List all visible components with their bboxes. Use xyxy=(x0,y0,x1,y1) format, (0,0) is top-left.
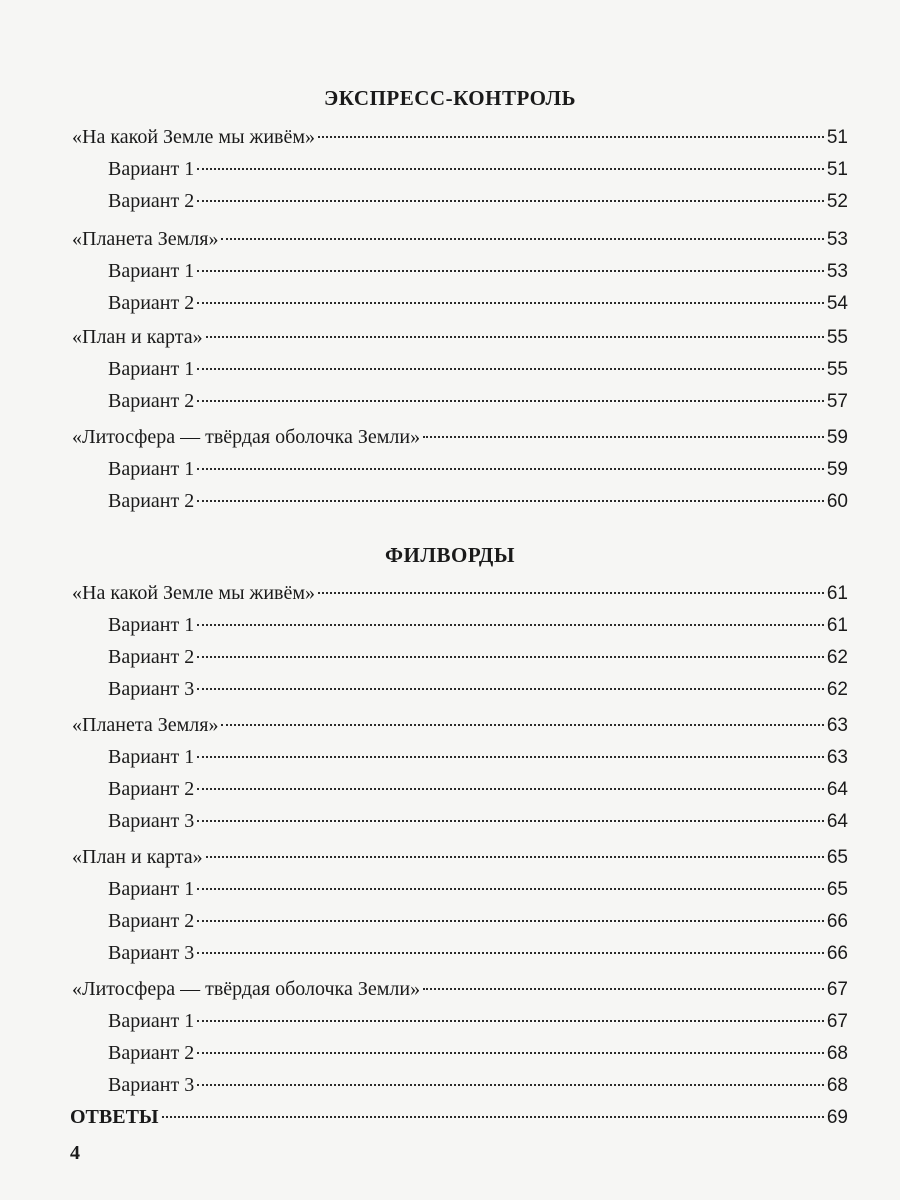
toc-entry-variant xyxy=(108,292,848,322)
toc-entry-label: Вариант 2 xyxy=(108,190,195,212)
page-number: 4 xyxy=(70,1142,80,1164)
toc-entry-label: «На какой Земле мы живём» xyxy=(72,582,316,604)
toc-page-number: 66 xyxy=(826,911,848,932)
toc-entry-label: Вариант 1 xyxy=(108,260,195,282)
toc-page-number: 66 xyxy=(826,943,848,964)
toc-entry-label: Вариант 1 xyxy=(108,158,195,180)
toc-entry-label: Вариант 3 xyxy=(108,942,195,964)
toc-page-number: 52 xyxy=(826,191,848,212)
toc-entry-label: «Литосфера — твёрдая оболочка Земли» xyxy=(72,426,421,448)
toc-entry-variant xyxy=(108,158,848,188)
dot-leader xyxy=(197,167,824,170)
dot-leader xyxy=(197,199,824,202)
toc-entry-variant xyxy=(108,942,848,972)
toc-page-number: 67 xyxy=(826,979,848,1000)
toc-entry-label: «Планета Земля» xyxy=(72,228,219,250)
toc-page-number: 65 xyxy=(826,847,848,868)
toc-entry-variant xyxy=(108,1074,848,1104)
toc-entry-label: Вариант 1 xyxy=(108,746,195,768)
dot-leader xyxy=(221,237,823,240)
dot-leader xyxy=(197,399,824,402)
toc-entry-label: ОТВЕТЫ xyxy=(70,1106,159,1128)
toc-page-number: 55 xyxy=(826,327,848,348)
toc-entry-variant xyxy=(108,490,848,520)
toc-entry-variant xyxy=(108,1010,848,1040)
toc-entry-group xyxy=(72,582,848,612)
toc-entry-variant xyxy=(108,778,848,808)
toc-entry-group xyxy=(72,228,848,258)
dot-leader xyxy=(197,1019,824,1022)
dot-leader xyxy=(197,687,824,690)
toc-page-number: 53 xyxy=(826,229,848,250)
toc-page-number: 51 xyxy=(826,127,848,148)
toc-entry-group xyxy=(72,714,848,744)
dot-leader xyxy=(197,951,824,954)
dot-leader xyxy=(197,1083,824,1086)
section-heading-filwords: ФИЛВОРДЫ xyxy=(384,543,515,567)
toc-entry-label: Вариант 3 xyxy=(108,810,195,832)
toc-entry-variant xyxy=(108,458,848,488)
toc-page-number: 63 xyxy=(826,747,848,768)
toc-page-number: 59 xyxy=(826,459,848,480)
toc-entry-variant xyxy=(108,678,848,708)
dot-leader xyxy=(206,855,824,858)
toc-entry-variant xyxy=(108,746,848,776)
toc-entry-label: Вариант 1 xyxy=(108,1010,195,1032)
toc-page-number: 62 xyxy=(826,647,848,668)
dot-leader xyxy=(197,655,824,658)
toc-entry-label: Вариант 1 xyxy=(108,614,195,636)
dot-leader xyxy=(197,887,824,890)
toc-entry-label: Вариант 2 xyxy=(108,778,195,800)
dot-leader xyxy=(197,1051,824,1054)
dot-leader xyxy=(197,499,824,502)
toc-entry-variant xyxy=(108,390,848,420)
toc-entry-label: Вариант 1 xyxy=(108,878,195,900)
toc-entry-label: Вариант 2 xyxy=(108,292,195,314)
toc-entry-group xyxy=(72,326,848,356)
dot-leader xyxy=(162,1115,824,1118)
toc-entry-label: Вариант 1 xyxy=(108,358,195,380)
dot-leader xyxy=(197,755,824,758)
toc-page-number: 53 xyxy=(826,261,848,282)
toc-entry-group xyxy=(72,126,848,156)
toc-page-number: 60 xyxy=(826,491,848,512)
toc-entry-variant xyxy=(108,646,848,676)
toc-page-number: 64 xyxy=(826,811,848,832)
toc-entry-label: Вариант 2 xyxy=(108,910,195,932)
toc-entry-label: «На какой Земле мы живём» xyxy=(72,126,316,148)
toc-page-number: 59 xyxy=(826,427,848,448)
dot-leader xyxy=(197,787,824,790)
dot-leader xyxy=(221,723,823,726)
dot-leader xyxy=(197,367,824,370)
toc-entry-variant xyxy=(108,260,848,290)
dot-leader xyxy=(423,435,824,438)
toc-page-number: 55 xyxy=(826,359,848,380)
toc-entry-group xyxy=(72,426,848,456)
toc-entry-variant xyxy=(108,358,848,388)
toc-entry-variant xyxy=(108,614,848,644)
toc-entry-answers xyxy=(70,1106,848,1136)
toc-entry-group xyxy=(72,978,848,1008)
toc-page-number: 61 xyxy=(826,615,848,636)
dot-leader xyxy=(318,591,824,594)
dot-leader xyxy=(197,301,824,304)
toc-page-number: 68 xyxy=(826,1043,848,1064)
dot-leader xyxy=(197,467,824,470)
toc-entry-label: Вариант 2 xyxy=(108,390,195,412)
toc-page-number: 54 xyxy=(826,293,848,314)
toc-entry-label: Вариант 2 xyxy=(108,1042,195,1064)
dot-leader xyxy=(197,819,824,822)
toc-entry-label: «Планета Земля» xyxy=(72,714,219,736)
toc-page-number: 61 xyxy=(826,583,848,604)
dot-leader xyxy=(197,269,824,272)
toc-entry-group xyxy=(72,846,848,876)
toc-page-number: 69 xyxy=(826,1107,848,1128)
section-heading-express-control: ЭКСПРЕСС-КОНТРОЛЬ xyxy=(323,86,576,110)
dot-leader xyxy=(423,987,824,990)
dot-leader xyxy=(318,135,824,138)
toc-page-number: 64 xyxy=(826,779,848,800)
toc-entry-label: Вариант 3 xyxy=(108,1074,195,1096)
toc-page-number: 51 xyxy=(826,159,848,180)
toc-entry-label: «План и карта» xyxy=(72,846,203,868)
dot-leader xyxy=(197,919,824,922)
toc-entry-label: Вариант 2 xyxy=(108,646,195,668)
toc-entry-label: «Литосфера — твёрдая оболочка Земли» xyxy=(72,978,421,1000)
toc-page-number: 63 xyxy=(826,715,848,736)
toc-entry-label: Вариант 3 xyxy=(108,678,195,700)
toc-entry-label: «План и карта» xyxy=(72,326,203,348)
toc-entry-variant xyxy=(108,1042,848,1072)
toc-entry-label: Вариант 1 xyxy=(108,458,195,480)
toc-entry-variant xyxy=(108,878,848,908)
toc-entry-variant xyxy=(108,810,848,840)
toc-page-number: 68 xyxy=(826,1075,848,1096)
toc-entry-variant xyxy=(108,190,848,220)
toc-entry-label: Вариант 2 xyxy=(108,490,195,512)
dot-leader xyxy=(197,623,824,626)
toc-page-number: 67 xyxy=(826,1011,848,1032)
toc-page-number: 62 xyxy=(826,679,848,700)
toc-page-number: 57 xyxy=(826,391,848,412)
dot-leader xyxy=(206,335,824,338)
toc-entry-variant xyxy=(108,910,848,940)
toc-page-number: 65 xyxy=(826,879,848,900)
